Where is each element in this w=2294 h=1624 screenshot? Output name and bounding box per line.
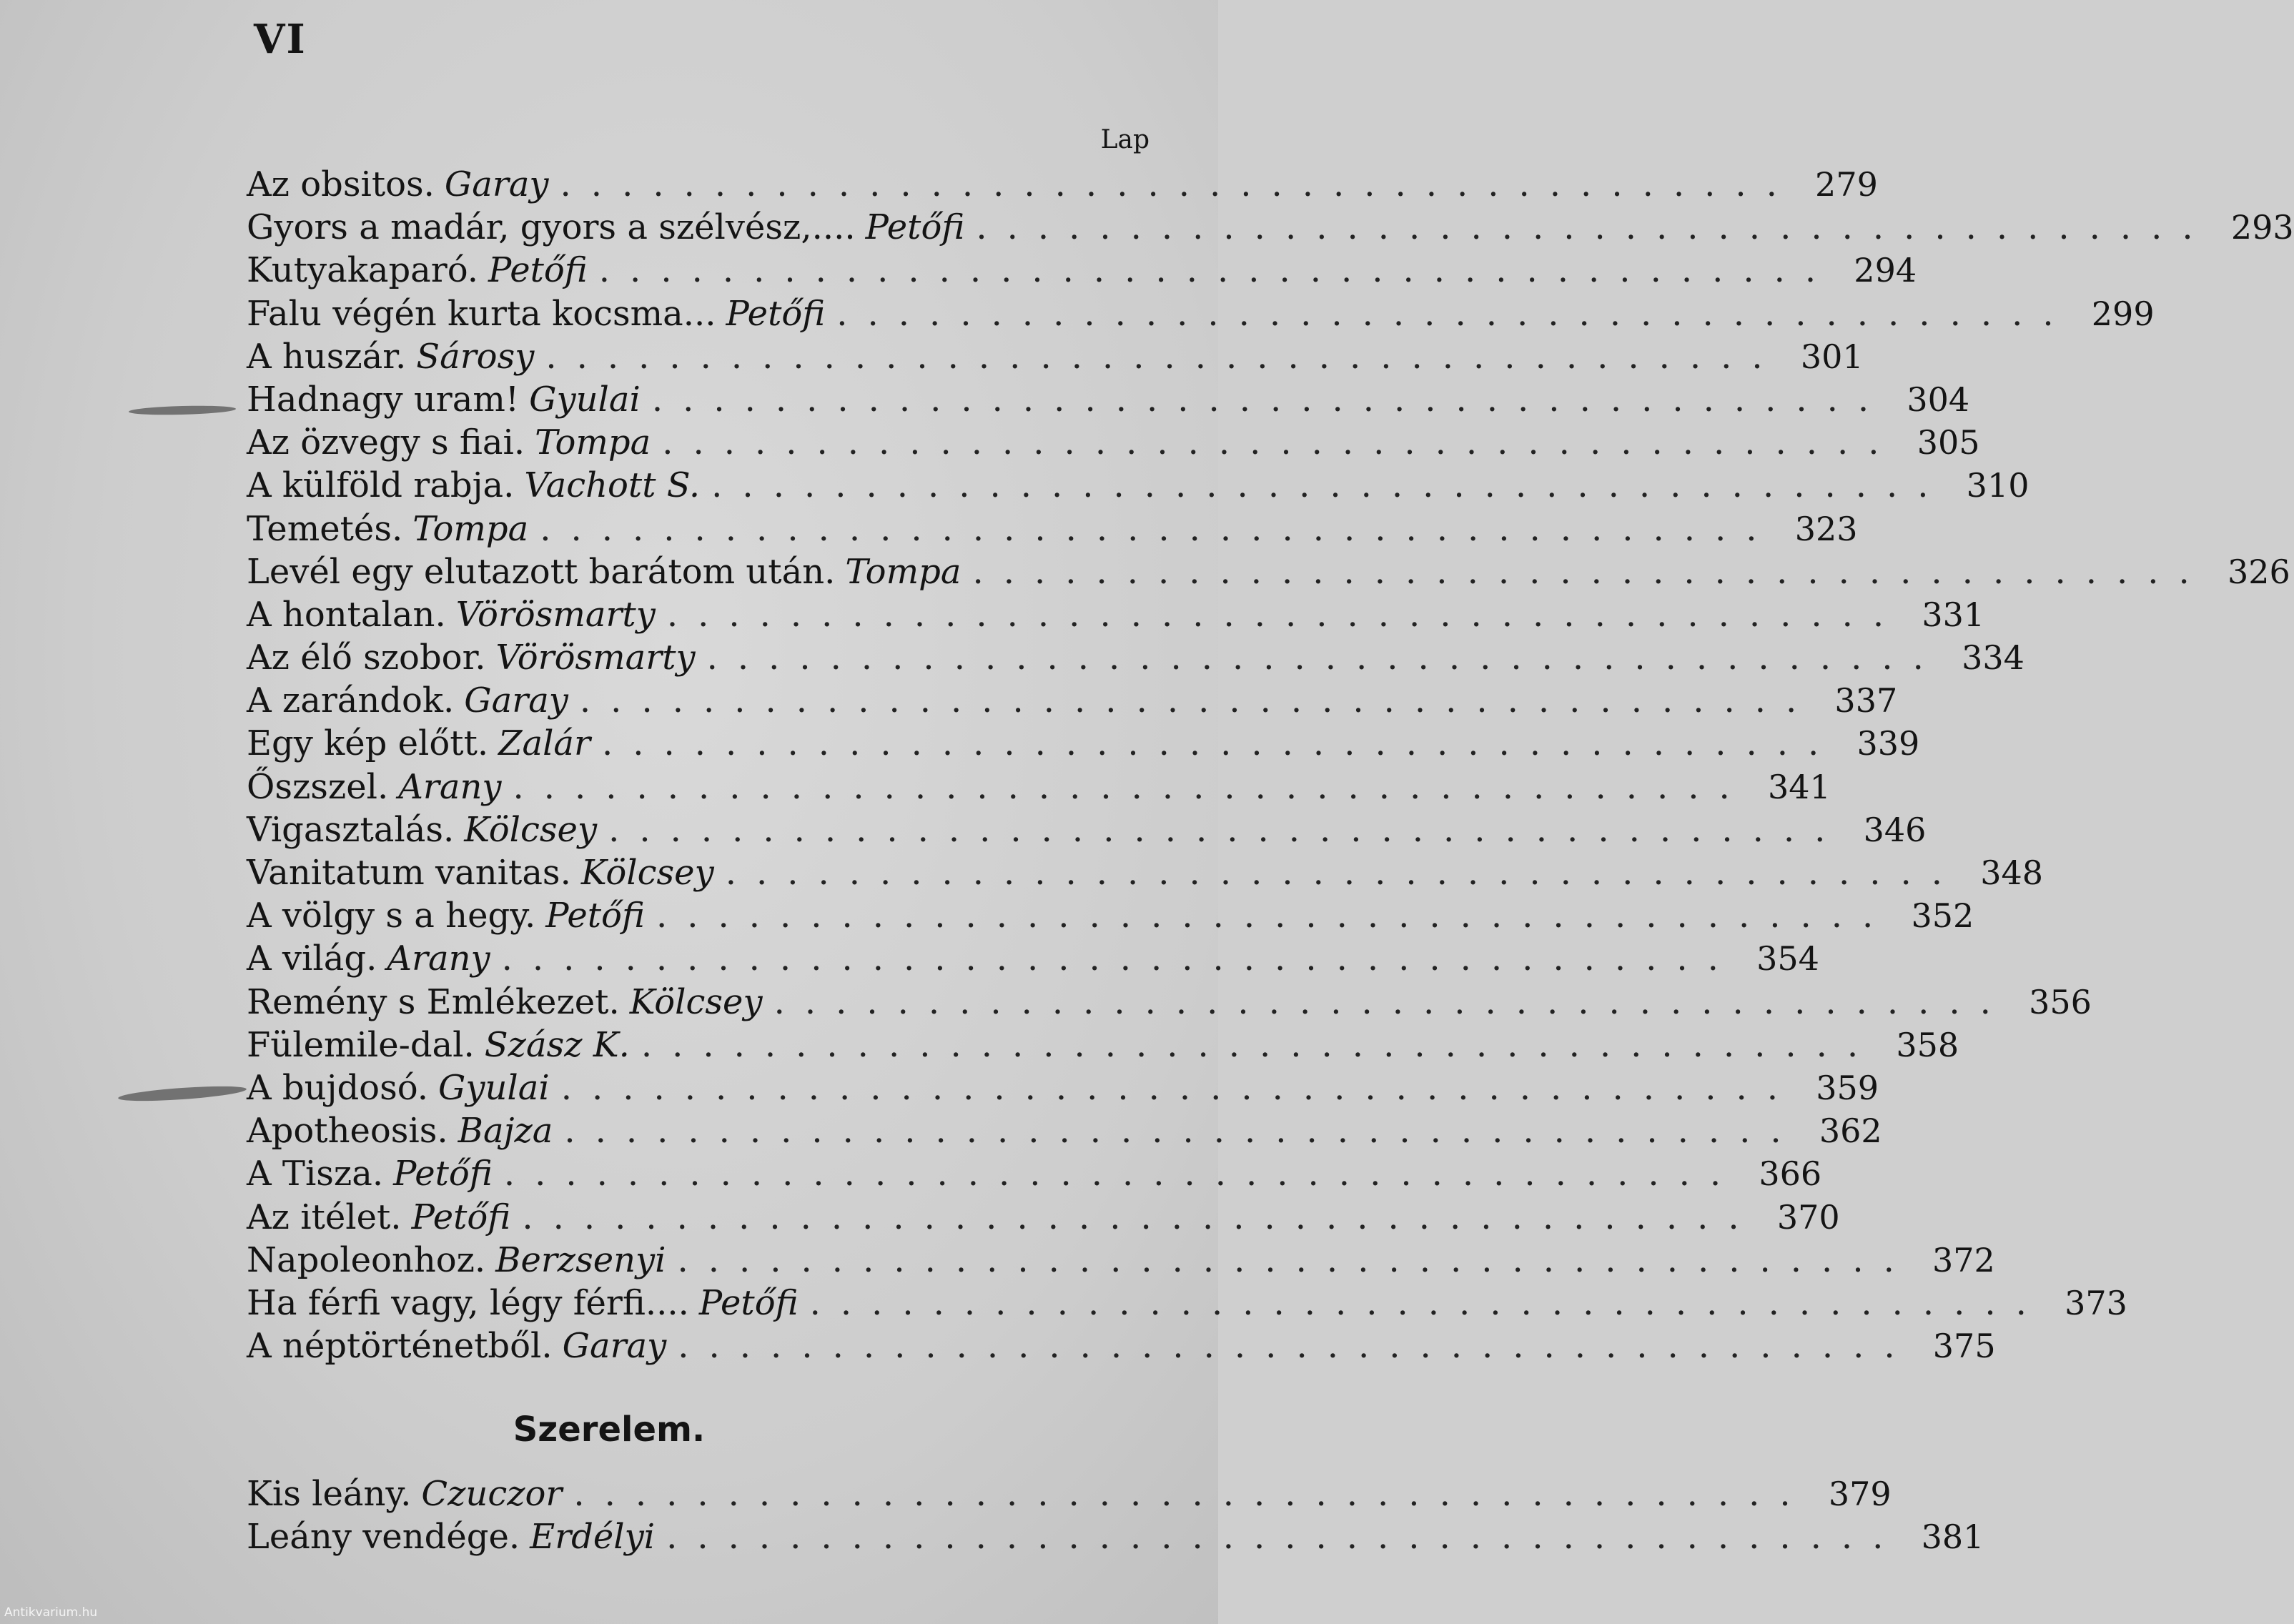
table-of-contents xyxy=(247,163,2294,1367)
entry-page: 358 xyxy=(1896,1025,1959,1064)
entry-title: Kutyakaparó. xyxy=(247,250,479,291)
dot-leader: ........................................ xyxy=(602,723,1839,764)
entry-page: 341 xyxy=(1767,767,1831,806)
dot-leader: ........................................ xyxy=(809,1282,2047,1323)
entry-author: Arany xyxy=(387,939,490,979)
dot-leader: ........................................ xyxy=(711,465,1949,506)
entry-title: A külföld rabja. xyxy=(247,465,515,506)
entry-title: Kis leány. xyxy=(247,1474,412,1514)
entry-author: Kölcsey xyxy=(464,809,598,850)
entry-title: A völgy s a hegy. xyxy=(247,896,536,936)
entry-author: Petőfi xyxy=(865,207,965,248)
entry-author: Czuczor xyxy=(421,1474,563,1514)
entry-author: Petőfi xyxy=(488,250,588,291)
entry-page: 339 xyxy=(1857,724,1920,763)
dot-leader: ........................................ xyxy=(522,1197,1759,1237)
entry-author: Petőfi xyxy=(411,1197,511,1237)
entry-author: Petőfi xyxy=(393,1154,493,1194)
dot-leader: ........................................ xyxy=(725,853,1962,893)
entry-title: Vanitatum vanitas. xyxy=(247,853,571,893)
entry-title: Az itélet. xyxy=(247,1197,402,1237)
toc-entry xyxy=(247,937,1819,980)
entry-author: Vörösmarty xyxy=(495,638,696,678)
toc-entry xyxy=(247,1109,1882,1152)
entry-page: 362 xyxy=(1819,1111,1882,1151)
dot-leader: ........................................ xyxy=(545,336,1783,377)
entry-page: 310 xyxy=(1966,466,2030,505)
entry-title: Hadnagy uram! xyxy=(247,379,520,420)
entry-author: Gyulai xyxy=(529,379,641,420)
entry-title: Gyors a madár, gyors a szélvész,.... xyxy=(247,207,856,248)
entry-title: A hontalan. xyxy=(247,594,446,635)
dot-leader: ........................................ xyxy=(501,939,1739,979)
toc-entry xyxy=(247,249,1917,292)
toc-entry xyxy=(247,1152,1822,1195)
entry-title: Az obsitos. xyxy=(247,164,435,204)
dot-leader: ........................................ xyxy=(656,896,1894,936)
entry-page: 279 xyxy=(1815,165,1878,204)
entry-author: Vörösmarty xyxy=(455,594,656,635)
entry-title: A bujdosó. xyxy=(247,1067,429,1108)
dot-leader: ........................................ xyxy=(972,551,2210,592)
entry-page: 352 xyxy=(1911,896,1974,936)
toc-entry xyxy=(247,550,2290,593)
entry-author: Petőfi xyxy=(726,293,826,334)
toc-entry xyxy=(247,1472,1892,1515)
entry-title: Őszszel. xyxy=(247,766,389,807)
toc-entry xyxy=(247,851,2043,894)
entry-title: Remény s Emlékezet. xyxy=(247,981,620,1022)
entry-author: Kölcsey xyxy=(629,981,763,1022)
toc-entry xyxy=(247,206,2294,249)
entry-title: Apotheosis. xyxy=(247,1111,448,1152)
entry-author: Vachott S. xyxy=(524,465,701,506)
entry-page: 337 xyxy=(1834,681,1898,721)
entry-page: 359 xyxy=(1816,1068,1879,1107)
entry-author: Szász K. xyxy=(484,1024,630,1065)
entry-page: 304 xyxy=(1907,380,1970,419)
entry-page: 354 xyxy=(1756,939,1819,979)
toc-entry xyxy=(247,335,1864,378)
entry-author: Zalár xyxy=(498,723,590,764)
entry-author: Sárosy xyxy=(416,336,535,377)
entry-title: Az özvegy s fiai. xyxy=(247,422,525,463)
entry-page: 326 xyxy=(2227,552,2290,591)
entry-author: Bajza xyxy=(458,1111,553,1152)
toc-entry xyxy=(247,593,1985,636)
toc-entry xyxy=(247,766,1831,808)
toc-entry xyxy=(247,1196,1840,1239)
pencil-mark xyxy=(118,1084,247,1104)
toc-entry xyxy=(247,894,1974,937)
dot-leader: ........................................ xyxy=(662,422,1899,463)
toc-entry xyxy=(247,679,1898,722)
dot-leader: ........................................ xyxy=(706,638,1944,678)
toc-entry xyxy=(247,1282,2127,1325)
dot-leader: ........................................ xyxy=(773,981,2011,1022)
toc-entry xyxy=(247,508,1858,550)
toc-entry xyxy=(247,378,1970,421)
entry-author: Kölcsey xyxy=(580,853,714,893)
entry-page: 379 xyxy=(1828,1475,1892,1513)
toc-entry xyxy=(247,292,2155,335)
entry-page: 370 xyxy=(1776,1197,1840,1237)
dot-leader: ........................................ xyxy=(836,293,2074,334)
dot-leader: ........................................ xyxy=(560,1067,1799,1108)
toc-entry xyxy=(247,808,1927,851)
entry-author: Tompa xyxy=(535,422,651,463)
section-table-of-contents xyxy=(247,1472,1984,1558)
dot-leader: ........................................ xyxy=(560,164,1797,204)
pencil-mark xyxy=(129,405,236,416)
entry-author: Garay xyxy=(562,1326,667,1367)
dot-leader: ........................................ xyxy=(666,594,1904,635)
dot-leader: ........................................ xyxy=(608,809,1846,850)
entry-title: A néptörténetből. xyxy=(247,1326,553,1367)
entry-page: 294 xyxy=(1854,251,1917,290)
entry-title: Vigasztalás. xyxy=(247,809,455,850)
entry-title: A zarándok. xyxy=(247,680,455,721)
section-title: Szerelem. xyxy=(513,1410,706,1450)
toc-entry xyxy=(247,163,1878,206)
dot-leader: ........................................ xyxy=(678,1326,1915,1367)
toc-entry xyxy=(247,421,1980,464)
entry-author: Petőfi xyxy=(545,896,645,936)
entry-author: Tompa xyxy=(412,508,529,549)
dot-leader: ........................................ xyxy=(503,1154,1741,1194)
toc-entry xyxy=(247,1239,1995,1282)
entry-page: 366 xyxy=(1759,1154,1822,1194)
toc-entry xyxy=(247,636,2024,679)
dot-leader: ........................................ xyxy=(579,680,1817,721)
dot-leader: ........................................ xyxy=(641,1024,1879,1065)
entry-title: A Tisza. xyxy=(247,1154,384,1194)
entry-title: Napoleonhoz. xyxy=(247,1239,486,1280)
entry-title: Az élő szobor. xyxy=(247,638,486,678)
entry-title: Temetés. xyxy=(247,508,403,549)
entry-page: 381 xyxy=(1921,1517,1984,1557)
toc-entry xyxy=(247,464,2030,507)
dot-leader: ........................................ xyxy=(573,1474,1811,1514)
dot-leader: ........................................ xyxy=(564,1111,1801,1152)
entry-author: Gyulai xyxy=(438,1067,550,1108)
entry-title: Egy kép előtt. xyxy=(247,723,489,764)
entry-author: Erdélyi xyxy=(530,1517,656,1558)
entry-page: 346 xyxy=(1863,810,1927,849)
entry-page: 334 xyxy=(1962,638,2024,678)
entry-page: 356 xyxy=(2029,982,2092,1021)
entry-title: Ha férfi vagy, légy férfi.... xyxy=(247,1282,689,1323)
page-number: VI xyxy=(254,16,307,63)
dot-leader: ........................................ xyxy=(540,508,1777,549)
entry-page: 373 xyxy=(2065,1283,2127,1322)
dot-leader: ........................................ xyxy=(598,250,1836,291)
entry-page: 372 xyxy=(1932,1240,1995,1279)
toc-entry xyxy=(247,722,1920,765)
entry-page: 331 xyxy=(1922,595,1985,634)
entry-author: Garay xyxy=(464,680,568,721)
toc-entry xyxy=(247,1024,1959,1066)
column-header-lap: Lap xyxy=(1100,125,1150,154)
entry-author: Garay xyxy=(444,164,549,204)
entry-title: A huszár. xyxy=(247,336,407,377)
entry-page: 299 xyxy=(2091,294,2155,333)
dot-leader: ........................................ xyxy=(666,1517,1904,1558)
entry-author: Petőfi xyxy=(698,1282,799,1323)
toc-entry xyxy=(247,981,2092,1024)
entry-page: 323 xyxy=(1794,509,1858,548)
entry-author: Arany xyxy=(398,766,502,807)
entry-title: Levél egy elutazott barátom után. xyxy=(247,551,836,592)
dot-leader: ........................................ xyxy=(677,1239,1914,1280)
dot-leader: ........................................ xyxy=(513,766,1750,807)
entry-title: A világ. xyxy=(247,939,377,979)
entry-page: 301 xyxy=(1800,337,1864,376)
toc-entry xyxy=(247,1325,1996,1367)
toc-entry xyxy=(247,1515,1984,1558)
dot-leader: ........................................ xyxy=(651,379,1889,420)
watermark: Antikvarium.hu xyxy=(4,1605,98,1620)
entry-title: Falu végén kurta kocsma... xyxy=(247,293,716,334)
entry-page: 293 xyxy=(2230,208,2294,247)
entry-page: 375 xyxy=(1932,1327,1996,1366)
entry-author: Berzsenyi xyxy=(495,1239,666,1280)
entry-title: Leány vendége. xyxy=(247,1517,520,1558)
entry-page: 305 xyxy=(1917,423,1980,462)
toc-entry xyxy=(247,1066,1879,1109)
entry-title: Fülemile-dal. xyxy=(247,1024,475,1065)
entry-page: 348 xyxy=(1980,853,2043,892)
dot-leader: ........................................ xyxy=(976,207,2213,248)
entry-author: Tompa xyxy=(845,551,961,592)
